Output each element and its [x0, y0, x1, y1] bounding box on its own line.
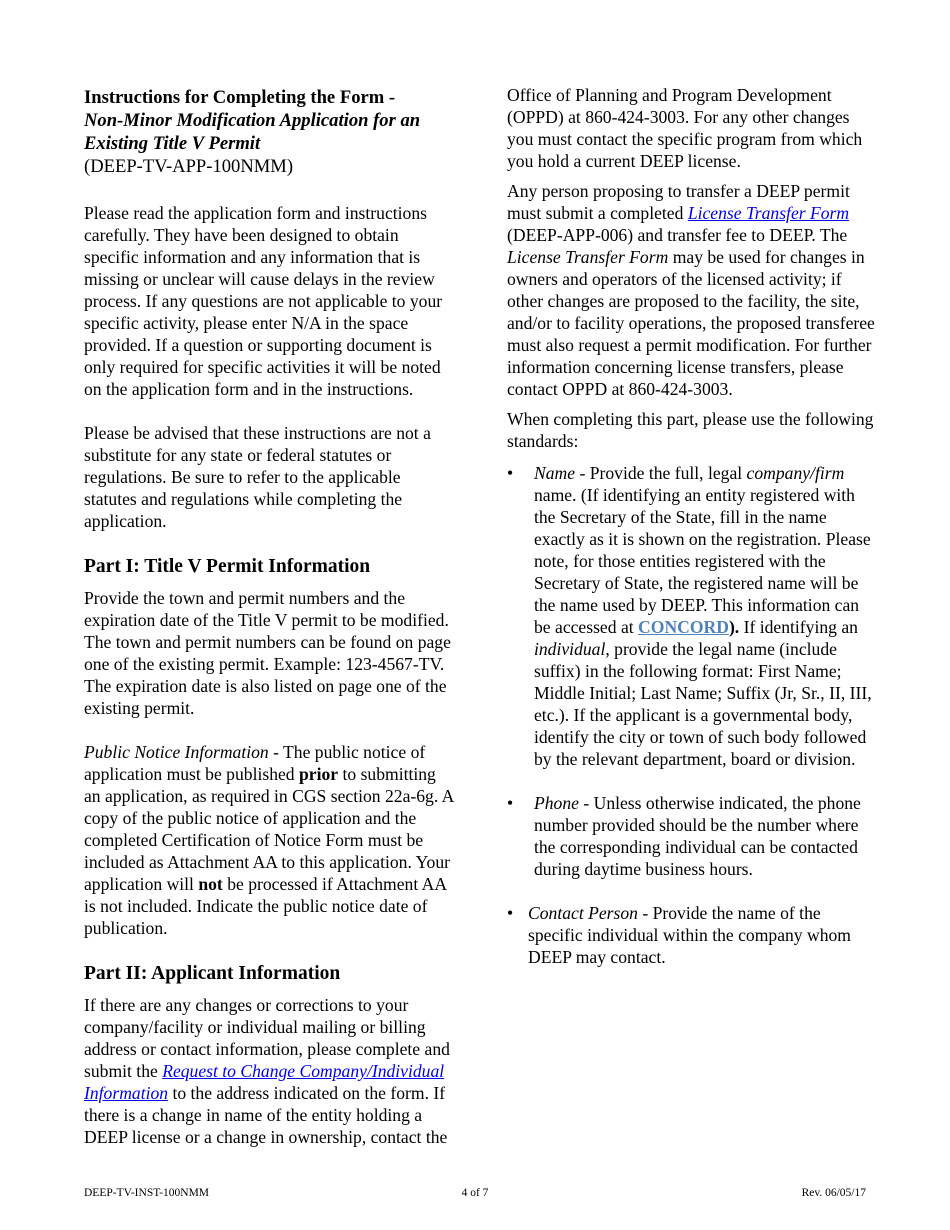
name-text-1: - Provide the full, legal — [575, 463, 747, 483]
public-notice-label: Public Notice Information — [84, 742, 269, 762]
list-item-name — [507, 462, 877, 770]
part1-paragraph: Provide the town and permit numbers and the expiration date of the Title V permit to be modified. The town and permit numbers can be found on page one of the existing permit. Example: 123-4567-TV. The expiration date is also listed on page one of the existing permit. — [84, 588, 451, 718]
p1-text-1: If there are any changes or corrections to your company/facility or individual mailing or billing address or contact information, please complete and submit the — [84, 995, 450, 1081]
request-to-change-link[interactable]: Request to Change Company/Individual Information — [84, 1061, 445, 1103]
intro-paragraph-2: Please be advised that these instructions are not a substitute for any state or federal statutes or regulations. Be sure to refer to the applicable statutes and regulations while completing the application. — [84, 423, 431, 531]
pn-text-3: be processed if Attachment AA is not included. Indicate the public notice date of publication. — [84, 874, 447, 938]
name-label: Name — [534, 463, 576, 483]
p2-text-2: (DEEP-APP-006) and transfer fee to DEEP. The — [507, 225, 848, 245]
contact-person-text: - Provide the name of the specific individual within the company whom DEEP may contact. — [528, 903, 851, 967]
license-transfer-form-link[interactable]: License Transfer Form — [687, 203, 850, 223]
p1-text-2: to the address indicated on the form. If there is a change in name of the entity holding a DEEP license or a change in ownership, contact the — [84, 1083, 448, 1147]
name-text-4: If identifying an — [739, 617, 858, 637]
pn-text-1: - The public notice of application must be published — [84, 742, 426, 784]
pn-bold-prior: prior — [299, 764, 339, 784]
name-italic-individual: individual — [534, 639, 606, 659]
name-italic-firm: company/firm — [746, 463, 845, 483]
intro-paragraph-1: Please read the application form and instructions carefully. They have been designed to obtain specific information and any information that is missing or unclear will cause delays in the review process. If any questions are not applicable to your specific activity, please enter N/A in the space provided. If a question or supporting document is only required for specific activities it will be noted on the application form and in the instructions. — [84, 203, 443, 399]
name-text-3: ). — [728, 617, 740, 637]
phone-text: - Unless otherwise indicated, the phone number provided should be the number where the corresponding individual can be contacted during daytime business hours. — [534, 793, 861, 879]
list-item-contact-person — [507, 902, 877, 968]
pn-text-2: to submitting an application, as required in CGS section 22a-6g. A copy of the public notice of application and the completed Certification of Notice Form must be included as Attachment AA to this application. Your application will — [84, 764, 454, 894]
title-line-1: Instructions for Completing the Form - — [84, 87, 396, 108]
form-title — [84, 86, 456, 178]
title-line-2: Non-Minor Modification Application for an Existing Title V Permit — [84, 110, 421, 154]
bullet-icon: • — [507, 903, 514, 923]
form-code: (DEEP-TV-APP-100NMM) — [84, 156, 294, 177]
part2-heading: Part II: Applicant Information — [84, 963, 341, 984]
p2-italic-license-transfer: License Transfer Form — [507, 247, 669, 267]
contact-person-label: Contact Person — [528, 903, 638, 923]
standards-list — [507, 462, 877, 968]
footer-revision: Rev. 06/05/17 — [801, 1187, 866, 1199]
left-column — [84, 86, 456, 1150]
part2-paragraph-1-continued — [507, 86, 877, 172]
list-item-phone — [507, 792, 877, 880]
p1-text-2-cont: Office of Planning and Program Development (OPPD) at 860-424-3003. For any other changes you must contact the specific program from which you hold a current DEEP license. — [507, 86, 863, 171]
bullet-icon: • — [507, 463, 514, 483]
part2-paragraph-3: When completing this part, please use the following standards: — [507, 409, 874, 451]
p2-text-1: Any person proposing to transfer a DEEP permit must submit a completed — [507, 181, 850, 223]
phone-label: Phone — [534, 793, 579, 813]
p2-text-3: may be used for changes in owners and operators of the licensed activity; if other changes are proposed to the facility, the site, and/or to facility operations, the proposed transferee must also request a permit modification. For further information concerning license transfers, please contact OPPD at 860-424-3003. — [507, 247, 875, 399]
right-column — [507, 86, 877, 968]
part1-heading: Part I: Title V Permit Information — [84, 556, 371, 577]
public-notice-paragraph — [84, 741, 456, 939]
footer-form-code: DEEP-TV-INST-100NMM — [84, 1187, 210, 1199]
part2-paragraph-1 — [84, 994, 456, 1150]
part2-paragraph-2 — [507, 180, 877, 400]
pn-bold-not: not — [198, 874, 223, 894]
concord-link[interactable]: CONCORD — [638, 617, 729, 637]
name-text-5: , provide the legal name (include suffix) in the following format: First Name; Middle Initial; Last Name; Suffix (Jr, Sr., II, III, etc.). If the applicant is a governmental body, identify the city or town of such body followed by the relevant department, board or division. — [534, 639, 872, 769]
name-text-2: name. (If identifying an entity registered with the Secretary of the State, fill in the name exactly as it is shown on the registration. Please note, for those entities registered with the Secretary of State, the registered name will be the name used by DEEP. This information can be accessed at — [534, 485, 871, 637]
footer-page-number: 4 of 7 — [461, 1187, 489, 1199]
bullet-icon: • — [507, 793, 514, 813]
